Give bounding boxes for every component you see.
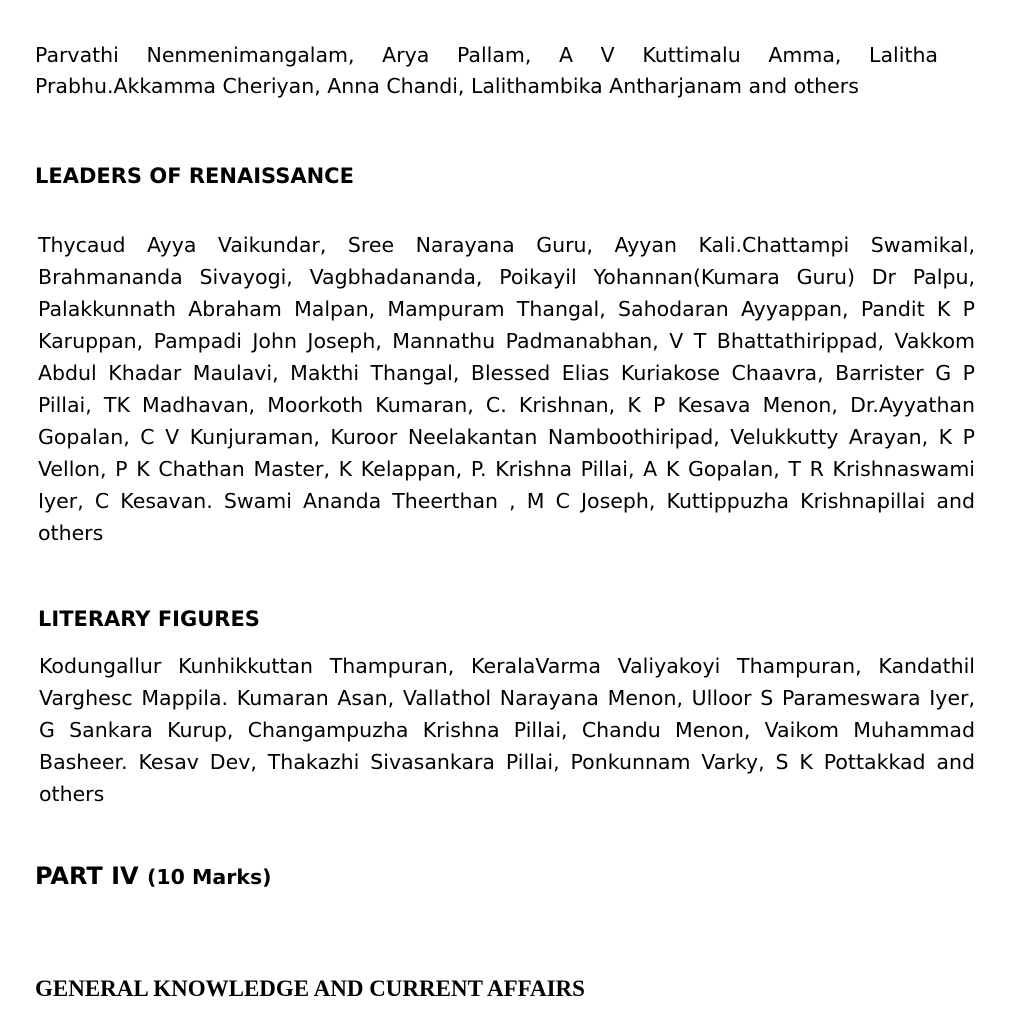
renaissance-heading: LEADERS OF RENAISSANCE xyxy=(35,164,354,188)
literary-figures-paragraph: Kodungallur Kunhikkuttan Thampuran, KeralaVarma Valiyakoyi Thampuran, Kandathil Varghesc Mappila. Kumaran Asan, Vallathol Narayana Menon, Ulloor S Parameswara Iyer, G Sankara Kurup, Changampuzha Krishna Pillai, Chandu Menon, Vaikom Muhammad Basheer. Kesav Dev, Thakazhi Sivasankara Pillai, Ponkunnam Varky, S K Pottakkad and others xyxy=(39,654,975,806)
general-knowledge-heading: GENERAL KNOWLEDGE AND CURRENT AFFAIRS xyxy=(35,976,585,1001)
part-marks: (10 Marks) xyxy=(146,865,272,889)
part-title: PART IV xyxy=(35,862,139,890)
intro-paragraph: Parvathi Nenmenimangalam, Arya Pallam, A V Kuttimalu Amma, Lalitha Prabhu.Akkamma Cheriyan, Anna Chandi, Lalithambika Antharjanam and others xyxy=(35,43,938,98)
part-heading xyxy=(35,862,272,890)
literary-figures-heading: LITERARY FIGURES xyxy=(38,607,260,631)
renaissance-paragraph: Thycaud Ayya Vaikundar, Sree Narayana Guru, Ayyan Kali.Chattampi Swamikal, Brahmananda Sivayogi, Vagbhadananda, Poikayil Yohannan(Kumara Guru) Dr Palpu, Palakkunnath Abraham Malpan, Mampuram Thangal, Sahodaran Ayyappan, Pandit K P Karuppan, Pampadi John Joseph, Mannathu Padmanabhan, V T Bhattathirippad, Vakkom Abdul Khadar Maulavi, Makthi Thangal, Blessed Elias Kuriakose Chaavra, Barrister G P Pillai, TK Madhavan, Moorkoth Kumaran, C. Krishnan, K P Kesava Menon, Dr.Ayyathan Gopalan, C V Kunjuraman, Kuroor Neelakantan Namboothiripad, Velukkutty Arayan, K P Vellon, P K Chathan Master, K Kelappan, P. Krishna Pillai, A K Gopalan, T R Krishnaswami Iyer, C Kesavan. Swami Ananda Theerthan , M C Joseph, Kuttippuzha Krishnapillai and others xyxy=(38,233,975,545)
